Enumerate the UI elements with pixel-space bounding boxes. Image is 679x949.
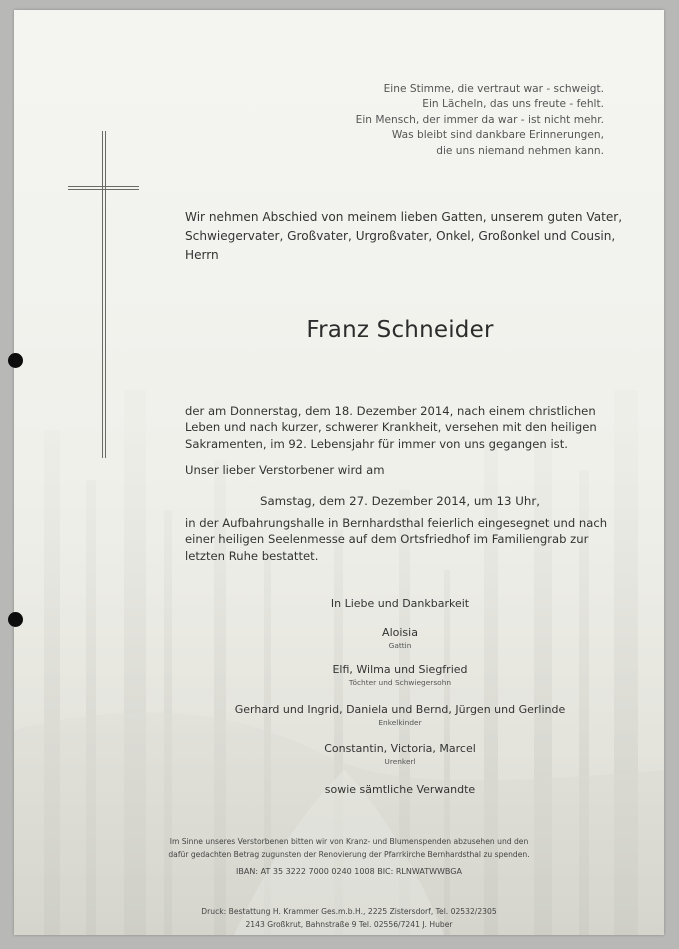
punch-hole <box>8 612 23 627</box>
closing-phrase: In Liebe und Dankbarkeit <box>330 597 470 610</box>
cross-horizontal-line <box>68 189 139 190</box>
intro-line: Wir nehmen Abschied von meinem lieben Gatten, unserem guten Vater, <box>185 210 623 224</box>
donation-line: Im Sinne unseres Verstorbenen bitten wir von Kranz- und Blumenspenden abzusehen und den <box>169 837 529 846</box>
mourner-relation: Urenkerl <box>384 757 416 766</box>
announcement <box>185 462 615 478</box>
funeral-date: Samstag, dem 27. Dezember 2014, um 13 Uhr, <box>259 494 541 508</box>
body-line: Leben und nach kurzer, schwerer Krankheit, versehen mit den heiligen <box>185 420 597 435</box>
announcement-text: Unser lieber Verstorbener wird am <box>185 463 385 477</box>
punch-hole <box>8 353 23 368</box>
poem-line: Was bleibt sind dankbare Erinnerungen, <box>391 129 604 142</box>
mourner-relation: Gattin <box>388 641 412 650</box>
mourner-relation: Töchter und Schwiegersohn <box>348 678 452 687</box>
donation-line: dafür gedachten Betrag zugunsten der Renovierung der Pfarrkirche Bernhardsthal zu spenden. <box>168 850 530 859</box>
mourner-names: Constantin, Victoria, Marcel <box>324 742 476 755</box>
body-line: der am Donnerstag, dem 18. Dezember 2014, nach einem christlichen <box>185 404 596 418</box>
mourner-names: Aloisia <box>382 626 418 639</box>
ceremony-line: einer heiligen Seelenmesse auf dem Ortsfriedhof im Familiengrab zur <box>185 532 589 547</box>
mourner-relation: Enkelkinder <box>378 718 422 727</box>
donation-note <box>134 835 564 861</box>
poem-line: die uns niemand nehmen kann. <box>436 144 604 157</box>
cross-vertical-line <box>105 131 106 458</box>
printer-line: 2143 Großkrut, Bahnstraße 9 Tel. 02556/7241 J. Huber <box>245 920 453 929</box>
body-line: Sakramenten, im 92. Lebensjahr für immer von uns gegangen ist. <box>185 436 568 451</box>
intro-line: Herrn <box>185 248 219 262</box>
death-notice-paragraph <box>185 403 615 452</box>
ceremony-line: in der Aufbahrungshalle in Bernhardsthal feierlich eingesegnet und nach <box>185 516 608 530</box>
intro-paragraph <box>185 208 623 265</box>
poem-line: Ein Lächeln, das uns freute - fehlt. <box>422 98 604 111</box>
obituary-card <box>14 10 664 935</box>
cross-vertical-line <box>102 131 103 458</box>
deceased-name: Franz Schneider <box>306 317 494 343</box>
printer-line: Druck: Bestattung H. Krammer Ges.m.b.H., 2225 Zistersdorf, Tel. 02532/2305 <box>201 907 497 916</box>
relatives-line: sowie sämtliche Verwandte <box>324 783 476 796</box>
mourner-names: Elfi, Wilma und Siegfried <box>332 663 468 676</box>
mourner-names: Gerhard und Ingrid, Daniela und Bernd, Jürgen und Gerlinde <box>234 703 566 716</box>
poem <box>356 82 604 159</box>
cross-horizontal-line <box>68 186 139 187</box>
printer-info <box>134 905 564 931</box>
ceremony-line: letzten Ruhe bestattet. <box>185 548 319 563</box>
bank-details: IBAN: AT 35 3222 7000 0240 1008 BIC: RLNWATWWBGA <box>236 867 462 876</box>
intro-line: Schwiegervater, Großvater, Urgroßvater, Onkel, Großonkel und Cousin, <box>185 229 616 243</box>
poem-line: Ein Mensch, der immer da war - ist nicht mehr. <box>355 113 604 126</box>
poem-line: Eine Stimme, die vertraut war - schweigt. <box>383 83 604 95</box>
ceremony-paragraph <box>185 515 615 564</box>
